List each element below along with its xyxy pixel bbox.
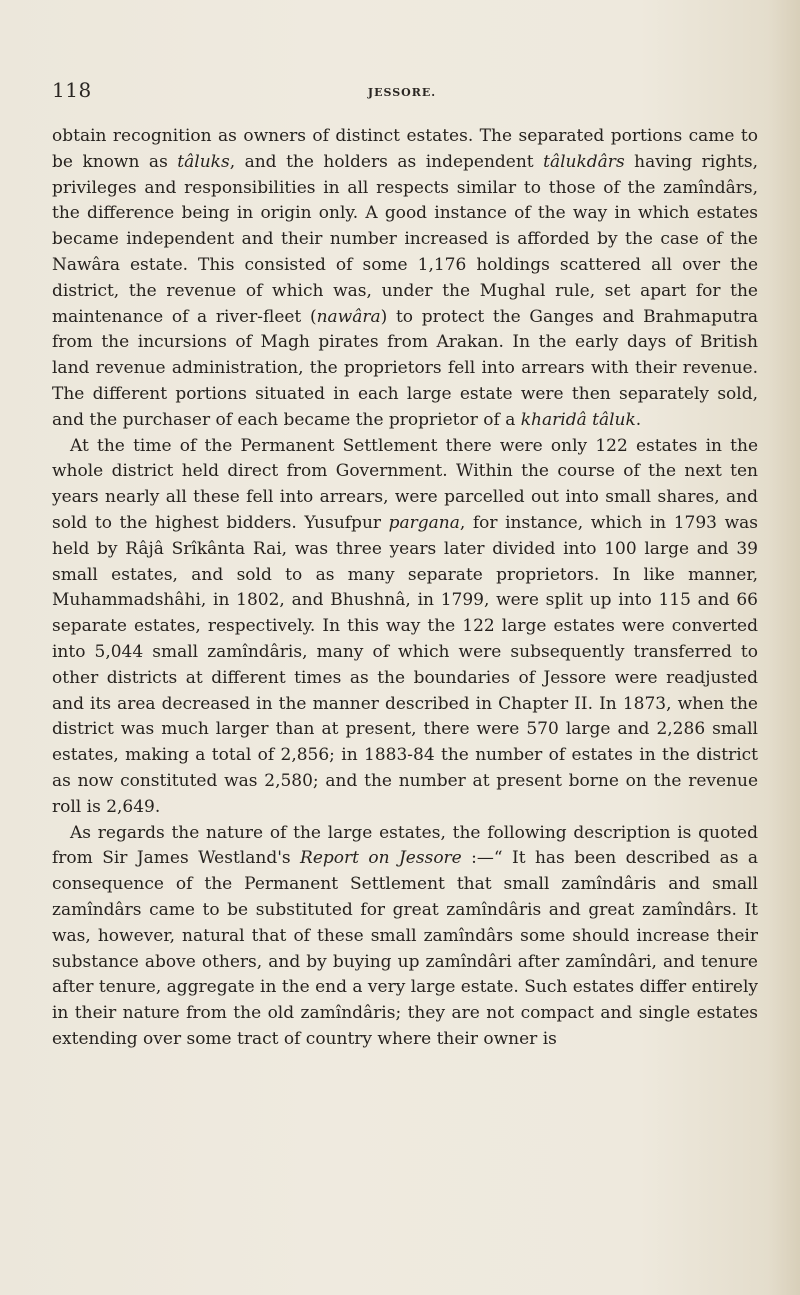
text-run: , for instance, which in 1793 was held by Râjâ Srîkânta Rai, was three years later divided into 100 large and 39 small estates, and sold to as many separate proprietors. In like manner, Muhammadshâhi, in 1802, and Bhushnâ, in 1799, were split up into 115 and 66 separate estates, respectively. In this way the 122 large estates were converted into 5,044 small zamîndâris, many of which were subsequently transferred to other districts at different times as the boundaries of Jessore were readjusted and its area decreased in the manner described in Chapter II. In 1873, when the district was much larger than at present, there were 570 large and 2,286 small estates, making a total of 2,856; in 1883-84 the number of estates in the district as now constituted was 2,580; and the number at present borne on the revenue roll is 2,649. <box>52 512 758 817</box>
paragraph <box>52 124 758 434</box>
text-run: At the time of the Permanent Settlement there were only 122 estates in the whole district held direct from Government. Within the course of the next ten years nearly all these fell into arrears, were parcelled out into small shares, and sold to the highest bidders. Yusufpur <box>52 435 758 533</box>
body-text <box>52 124 758 1053</box>
italic-term: kharidâ tâluk <box>520 409 636 430</box>
paragraph <box>52 821 758 1053</box>
page-header <box>52 78 752 108</box>
italic-term: tâlukdârs <box>543 151 625 172</box>
italic-term: pargana <box>388 512 460 533</box>
text-run: . <box>635 409 642 430</box>
italic-term: Report on Jessore <box>300 848 462 869</box>
italic-term: nawâra <box>316 306 381 327</box>
italic-term: tâluks <box>177 151 230 172</box>
text-run: As regards the nature of the large estates, the following description is quoted from Sir James Westland's <box>52 822 758 869</box>
page-number: 118 <box>52 78 92 102</box>
text-run: having rights, privileges and responsibilities in all respects similar to those of the zamîndârs, the difference being in origin only. A good instance of the way in which estates became independent and their number increased is afforded by the case of the Nawâra estate. This consisted of some 1,176 holdings scattered all over the district, the revenue of which was, under the Mughal rule, set apart for the maintenance of a river-fleet ( <box>52 151 758 327</box>
text-run: ) to protect the Ganges and Brahmaputra from the incursions of Magh pirates from Arakan. In the early days of British land revenue administration, the proprietors fell into arrears with their revenue. The different portions situated in each large estate were then separately sold, and the purchaser of each became the proprietor of a <box>52 306 758 430</box>
running-head: JESSORE. <box>367 86 437 99</box>
paragraph <box>52 434 758 821</box>
text-run: obtain recognition as owners of distinct estates. The separated portions came to be known as <box>52 126 758 172</box>
text-run: , and the holders as independent <box>229 151 544 172</box>
text-run: :—“ It has been described as a consequence of the Permanent Settlement that small zamîndâris and small zamîndârs came to be substituted for great zamîndâris and great zamîndârs. It was, however, natural that of these small zamîndârs some should increase their substance above others, and by buying up zamîndâri after zamîndâri, and tenure after tenure, aggregate in the end a very large estate. Such estates differ entirely in their nature from the old zamîndâris; they are not compact and single estates extending over some tract of country where their owner is <box>52 848 758 1049</box>
